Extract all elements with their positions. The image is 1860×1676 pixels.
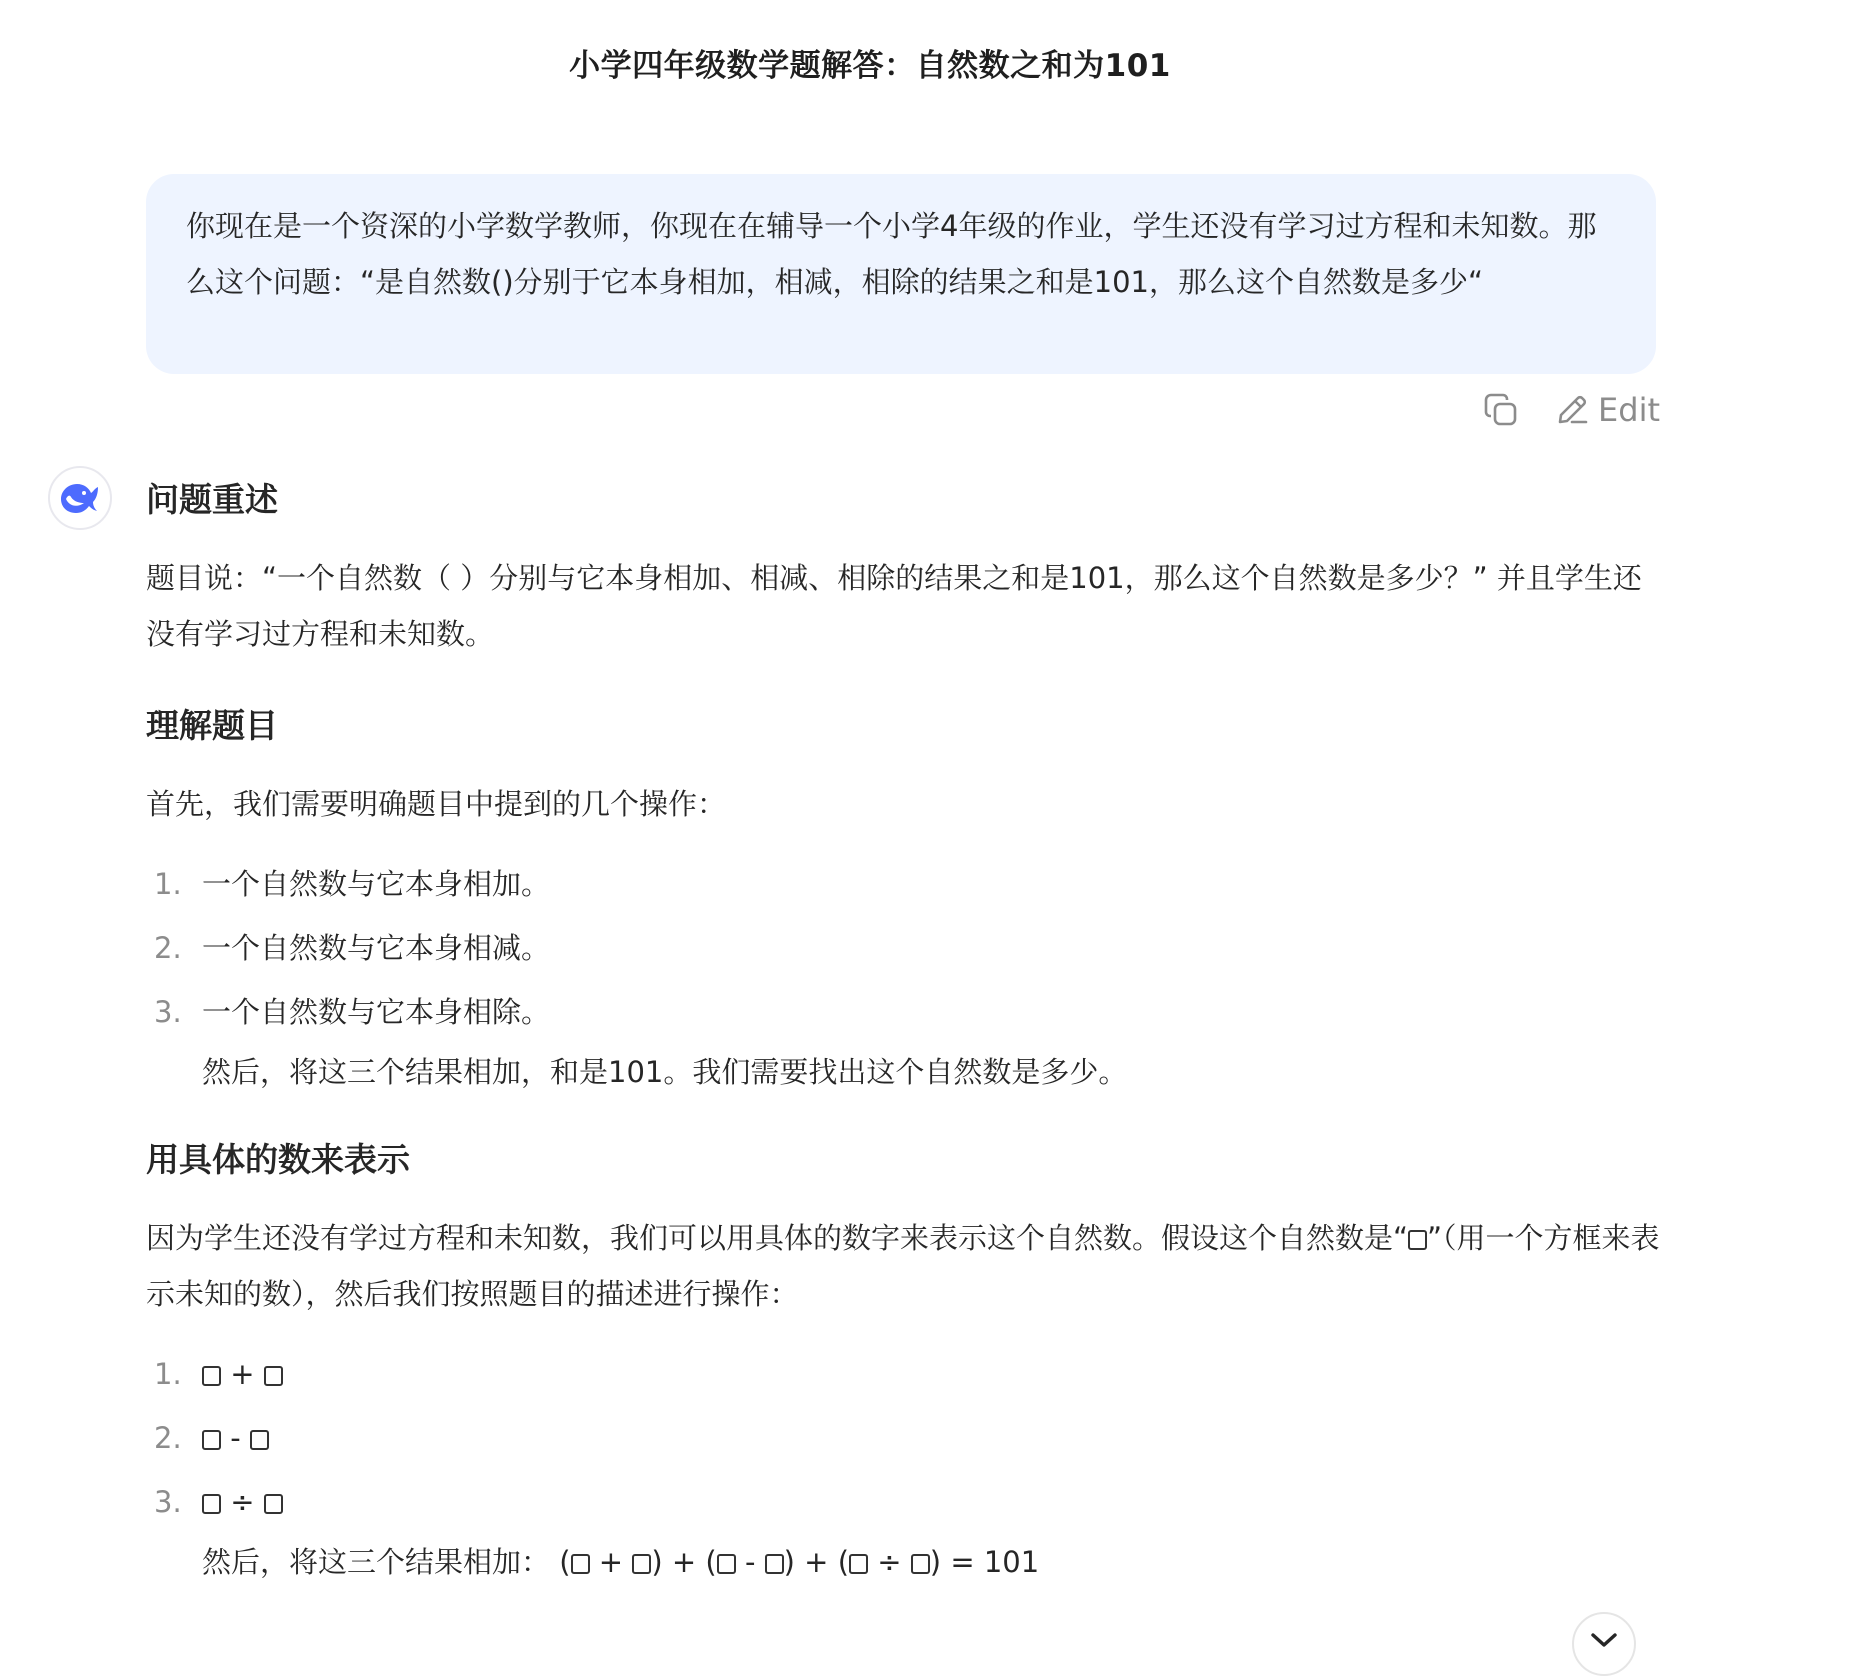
message-actions [1460, 384, 1660, 436]
chevron-down-icon [1589, 1630, 1619, 1650]
represent-paragraph-suffix: ”（用一个方框来表示未知的数），然后我们按照题目的描述进行操作： [146, 1221, 1660, 1311]
square-operations-list [146, 1342, 1666, 1534]
list-number: 1. [154, 1357, 182, 1391]
square-symbol [250, 1430, 269, 1450]
user-message-bubble [146, 174, 1656, 374]
square-symbol [264, 1494, 283, 1514]
represent-paragraph-prefix: 因为学生还没有学过方程和未知数，我们可以用具体的数字来表示这个自然数。假设这个自然数是“ [146, 1221, 1409, 1255]
user-message-text: 你现在是一个资深的小学数学教师，你现在在辅导一个小学4年级的作业，学生还没有学习过方程和未知数。那么这个问题：“是自然数()分别于它本身相加，相减，相除的结果之和是101，那么这个自然数是多少“ [186, 209, 1597, 299]
list-item [146, 852, 1666, 916]
list-text: 一个自然数与它本身相减。 [202, 931, 551, 965]
list-item [146, 980, 1666, 1044]
section-heading-understand: 理解题目 [146, 706, 278, 745]
understand-intro: 首先，我们需要明确题目中提到的几个操作： [146, 787, 727, 821]
pencil-icon [1554, 392, 1590, 428]
square-symbol [911, 1554, 930, 1574]
square-symbol [1408, 1230, 1427, 1250]
section-heading-represent: 用具体的数来表示 [146, 1140, 410, 1179]
whale-logo-icon [58, 479, 102, 517]
list-number: 3. [154, 995, 182, 1029]
square-symbol [717, 1554, 736, 1574]
square-symbol [264, 1366, 283, 1386]
list-item [146, 1342, 1666, 1406]
list-item [146, 1406, 1666, 1470]
copy-button[interactable] [1482, 391, 1520, 429]
understand-continuation: 然后，将这三个结果相加，和是101。我们需要找出这个自然数是多少。 [202, 1055, 1128, 1089]
list-text: 一个自然数与它本身相除。 [202, 995, 551, 1029]
square-symbol [849, 1554, 868, 1574]
copy-icon [1482, 391, 1520, 429]
restate-paragraph: 题目说：“一个自然数（ ）分别与它本身相加、相减、相除的结果之和是101，那么这个自然数是多少？” 并且学生还没有学习过方程和未知数。 [146, 561, 1642, 651]
section-heading-restate: 问题重述 [146, 480, 278, 519]
square-symbol [632, 1554, 651, 1574]
represent-paragraph [146, 1210, 1666, 1322]
sum-equation: 然后，将这三个结果相加： ( + ) + ( - ) + ( ÷ ) = 101 [202, 1545, 1040, 1579]
square-symbol [765, 1554, 784, 1574]
operator: ÷ [230, 1485, 255, 1519]
assistant-avatar [48, 466, 112, 530]
list-text: 一个自然数与它本身相加。 [202, 867, 551, 901]
list-number: 2. [154, 1421, 182, 1455]
list-number: 3. [154, 1485, 182, 1519]
square-symbol [202, 1494, 221, 1514]
sum-label: 然后，将这三个结果相加： [202, 1545, 551, 1579]
square-symbol [571, 1554, 590, 1574]
list-number: 2. [154, 931, 182, 965]
operations-list [146, 852, 1666, 1044]
list-item [146, 916, 1666, 980]
scroll-to-bottom-button[interactable] [1572, 1612, 1636, 1676]
chat-title: 小学四年级数学题解答：自然数之和为101 [569, 48, 1171, 84]
equation-term: ( ÷ ) [837, 1545, 942, 1579]
square-symbol [202, 1366, 221, 1386]
equation-term: ( + ) [559, 1545, 663, 1579]
list-number: 1. [154, 867, 182, 901]
equation-result: = 101 [950, 1545, 1040, 1579]
operator: + [230, 1357, 255, 1391]
operator: - [230, 1421, 241, 1455]
edit-button[interactable] [1554, 391, 1660, 429]
equation-term: ( - ) [705, 1545, 795, 1579]
assistant-answer [146, 470, 1666, 1590]
square-symbol [202, 1430, 221, 1450]
edit-label: Edit [1598, 391, 1660, 429]
list-item [146, 1470, 1666, 1534]
